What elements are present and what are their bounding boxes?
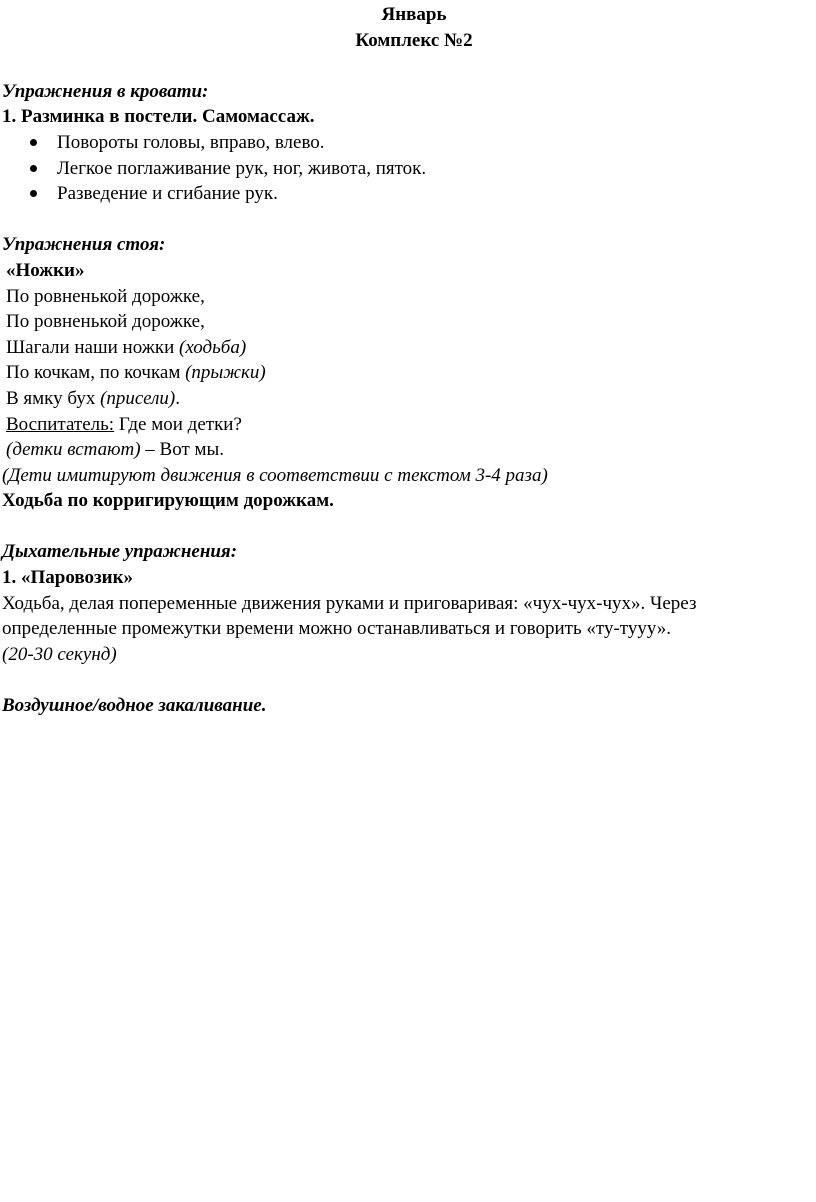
bed-section-heading: Упражнения в кровати: — [2, 80, 209, 102]
standing-instruction: (Дети имитируют движения в соответствии с текстом 3-4 раза) — [2, 464, 548, 486]
poem-title: «Ножки» — [6, 259, 85, 281]
poem-line-4-text: По кочкам, по кочкам — [6, 362, 186, 384]
month-title: Январь — [381, 4, 447, 25]
list-item — [30, 156, 816, 182]
list-item — [30, 130, 816, 156]
walking-line: Ходьба по корригирующим дорожкам. — [2, 490, 334, 512]
poem-line-4 — [2, 360, 816, 386]
poem-line-3 — [2, 335, 816, 361]
spacer — [2, 667, 816, 693]
spacer — [2, 514, 816, 540]
breathing-exercise-title: 1. «Паровозик» — [2, 567, 134, 589]
bed-exercise-list — [2, 130, 816, 207]
poem-line-2: По ровненькой дорожке, — [6, 311, 205, 333]
poem-line-5-text: В ямку бух — [6, 387, 101, 409]
poem-line-7-note: (детки встают) — [6, 439, 141, 461]
poem-line-3-note: (ходьба) — [179, 336, 247, 358]
poem-line-7-text: – Вот мы. — [140, 439, 225, 461]
poem-line-1: По ровненькой дорожке, — [6, 285, 205, 307]
spacer — [2, 53, 816, 79]
poem-line-5-note: (присели) — [100, 387, 176, 409]
breathing-description: Ходьба, делая попеременные движения руками и приговаривая: «чух-чух-чух». Через определенные промежутки времени можно останавливаться и говорить «ту-тууу». — [2, 592, 697, 640]
list-item-text: Повороты головы, вправо, влево. — [57, 131, 325, 153]
teacher-label: Воспитатель: — [6, 413, 115, 435]
poem-line-5-end: . — [175, 387, 180, 409]
breathing-section-heading: Дыхательные упражнения: — [2, 541, 238, 563]
teacher-text: Где мои детки? — [114, 413, 242, 435]
complex-title: Комплекс №2 — [355, 29, 473, 51]
bullet-icon — [30, 165, 37, 172]
poem-line-7 — [2, 437, 816, 463]
poem-line-3-text: Шагали наши ножки — [6, 336, 180, 358]
poem-line-4-note: (прыжки) — [185, 362, 266, 384]
list-item — [30, 181, 816, 207]
spacer — [2, 207, 816, 233]
bed-section-subheading: 1. Разминка в постели. Самомассаж. — [2, 106, 315, 128]
standing-section-heading: Упражнения стоя: — [2, 234, 166, 256]
list-item-text: Разведение и сгибание рук. — [57, 183, 278, 205]
bullet-icon — [30, 139, 37, 146]
breathing-duration: (20-30 секунд) — [2, 643, 117, 665]
poem-line-6 — [2, 412, 816, 438]
list-item-text: Легкое поглаживание рук, ног, живота, пяток. — [57, 157, 427, 179]
poem-line-5 — [2, 386, 816, 412]
bullet-icon — [30, 190, 37, 197]
hardening-heading: Воздушное/водное закаливание. — [2, 695, 267, 717]
